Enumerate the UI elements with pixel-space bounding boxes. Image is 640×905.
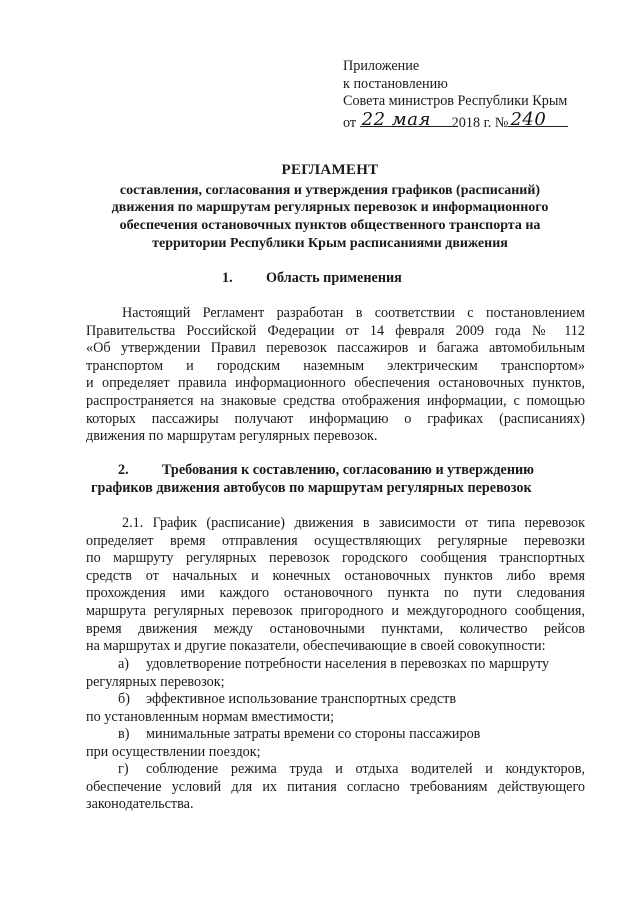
list-label: г) [118, 761, 129, 777]
appendix-date-line: от 22 мая 2018 г. № 240 [343, 111, 623, 133]
handwritten-number: 240 [510, 109, 547, 131]
text-line: транспортом и городским наземным электрическим транспортом» [86, 357, 585, 374]
text-line: определяет время отправления осуществляющих регулярные перевозки [86, 532, 585, 549]
document-title [80, 162, 580, 253]
text-line: на маршрутах и другие показатели, обеспечивающие в своей совокупности: [86, 638, 546, 655]
list-label: а) [118, 656, 130, 672]
appendix-line: к постановлению [343, 75, 448, 92]
text-line: движения по маршрутам регулярных перевозок. [86, 428, 378, 445]
title-line: движения по маршрутам регулярных перевозок и информационного [111, 200, 549, 216]
list-item-a: а) удовлетворение потребности населения в перевозках по маршруту регулярных перевозок; [86, 656, 550, 690]
text-line: и определяет правила информационного обеспечения остановочных пунктов, [86, 375, 585, 392]
text-line: которых пассажиры получают информацию о графиках (расписаниях) [86, 410, 585, 427]
text-line: прохождения ими каждого остановочного пункта по пути следования [86, 585, 585, 602]
text-line: Настоящий Регламент разработан в соответствии с постановлением [122, 305, 585, 321]
title-line: обеспечения остановочных пунктов общественного транспорта на [119, 218, 541, 234]
number-field [508, 109, 568, 131]
section-2-paragraph [86, 515, 585, 656]
list-item-d: г) соблюдение режима труда и отдыха водителей и кондукторов, обеспечение условий для их питания согласно требованиям действующего законодательства. [86, 761, 585, 813]
title-line: составления, согласования и утверждения графиков (расписаний) [119, 182, 541, 198]
text-line: Правительства Российской Федерации от 14 февраля 2009 года № 112 [86, 322, 585, 339]
text-line: средств от начальных и конечных остановочных пунктов либо время [86, 567, 585, 584]
section-2-heading: 2. Требования к составлению, согласованию и утверждению [118, 462, 535, 478]
list-item-c: в) минимальные затраты времени со стороны пассажиров при осуществлении поездок; [86, 726, 481, 760]
appendix-line: Приложение [343, 58, 420, 74]
list-label: б) [118, 691, 130, 707]
list-label: в) [118, 726, 130, 742]
appendix-line: Совета министров Республики Крым [343, 93, 568, 110]
section-1-paragraph [86, 305, 585, 446]
text-line: время движения между остановочными пунктами, количество рейсов [86, 620, 585, 637]
text-line: распространяется на знаковые средства отображения информации, с помощью [86, 392, 585, 409]
text-line: «Об утверждении Правил перевозок пассажиров и багажа автомобильным [86, 340, 585, 357]
handwritten-date: 22 мая [361, 109, 431, 131]
text-line: по маршруту регулярных перевозок городского сообщения транспортных [86, 550, 585, 567]
section-2-heading-line2: графиков движения автобусов по маршрутам регулярных перевозок [91, 480, 532, 496]
text-line: маршрута регулярных перевозок пригородного и междугородного сообщения, [86, 602, 585, 619]
section-1-heading: 1. Область применения [222, 270, 402, 286]
title-line: территории Республики Крым расписаниями движения [152, 235, 508, 251]
list-item-b: б) эффективное использование транспортных средств по установленным нормам вместимости; [86, 691, 457, 725]
title-heading: РЕГЛАМЕНТ [281, 162, 379, 178]
text-line: 2.1. График (расписание) движения в зависимости от типа перевозок [122, 515, 585, 531]
appendix-block [343, 58, 623, 132]
date-field [360, 109, 452, 131]
